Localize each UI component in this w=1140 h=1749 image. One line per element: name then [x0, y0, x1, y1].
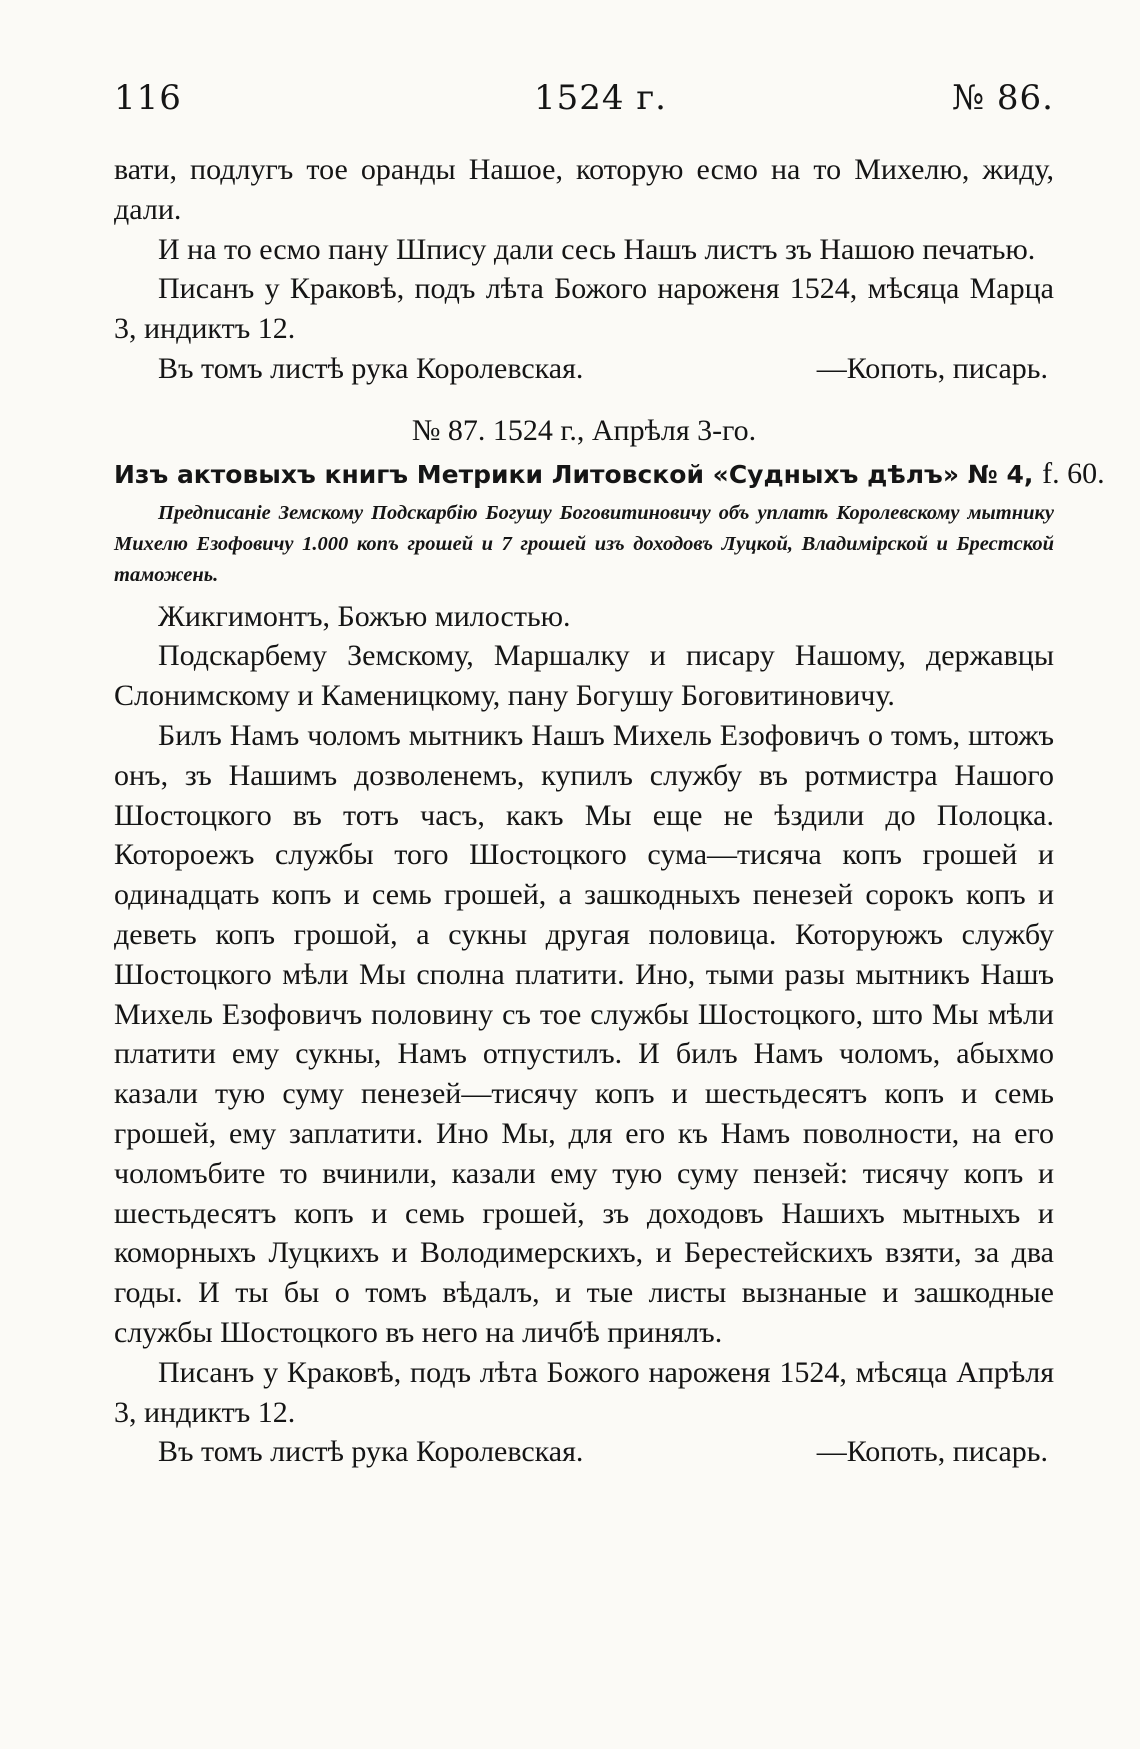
archive-folio: f. 60.	[1042, 456, 1105, 490]
prev-doc-date-paragraph: Писанъ у Краковѣ, подъ лѣта Божого нароженя 1524, мѣсяца Марца 3, индиктъ 12.	[114, 272, 1054, 346]
running-header	[114, 78, 1054, 122]
page-body	[114, 150, 1105, 1472]
main-paragraph: Билъ Намъ чоломъ мытникъ Нашъ Михель Езофовичъ о томъ, штожъ онъ, зъ Нашимъ дозволенемъ, купилъ службу въ ротмистра Нашого Шостоцкого въ тотъ часъ, какъ Мы еще не ѣздили до Полоцка. Котороежъ службы того Шостоцкого сума—тисяча копъ грошей и одинадцать копъ и семь грошей, а зашкодныхъ пенезей сорокъ копъ и деветь копъ грошой, а сукны другая половица. Которуюжъ службу Шостоцкого мѣли Мы сполна платити. Ино, тыми разы мытникъ Нашъ Михель Езофовичъ половину съ тое службы Шостоцкого, што Мы мѣли платити ему сукны, Намъ отпустилъ. И билъ Намъ чоломъ, абыхмо казали тую суму пенезей—тисячу копъ и шестьдесятъ копъ и семь грошей, ему заплатити. Ино Мы, для его къ Намъ поволности, на его чоломъбите то вчинили, казали ему тую суму пензей: тисячу копъ и шестьдесятъ копъ и семь грошей, зъ доходовъ Нашихъ мытныхъ и коморныхъ Луцкихъ и Володимерскихъ, и Берестейскихъ взяти, за два годы. И ты бы о томъ вѣдалъ, и тые листы вызнаные и зашкодные службы Шостоцкого въ него на личбѣ принялъ.	[114, 718, 1054, 1349]
salutation: Жикгимонтъ, Божъю милостью.	[158, 599, 571, 633]
document-summary: Предписаніе Земскому Подскарбію Богушу Боговитиновичу объ уплатѣ Королевскому мытнику Михелю Езофовичу 1.000 копъ грошей и 7 грошей изъ доходовъ Луцкой, Владимірской и Брестской таможень.	[114, 501, 1054, 586]
signature-right: —Копоть, писарь.	[816, 1435, 1048, 1469]
document-signature	[114, 1432, 1054, 1472]
signature-left: Въ томъ листѣ рука Королевская.	[158, 1435, 584, 1469]
prev-doc-signature-right: —Копоть, писарь.	[816, 351, 1048, 385]
prev-doc-seal-paragraph: И на то есмо пану Шпису дали сесь Нашъ листъ зъ Нашою печатью.	[158, 232, 1036, 266]
header-year: 1524 г.	[534, 78, 667, 118]
archive-source	[114, 455, 1105, 494]
prev-doc-signature-left: Въ томъ листѣ рука Королевская.	[158, 351, 584, 385]
prev-doc-continuation: вати, подлугъ тое оранды Нашое, которую есмо на то Михелю, жиду, дали.	[114, 153, 1054, 226]
address-paragraph: Подскарбему Земскому, Маршалку и писару Нашому, державцы Слонимскому и Каменицкому, пану Богушу Боговитиновичу.	[114, 639, 1054, 713]
prev-doc-signature	[114, 349, 1054, 389]
page-number: 116	[114, 78, 182, 118]
document-heading: № 87. 1524 г., Апрѣля 3-го.	[411, 413, 757, 447]
archive-source-text: Изъ актовыхъ книгъ Метрики Литовской «Судныхъ дѣлъ» № 4,	[114, 459, 1034, 489]
date-paragraph: Писанъ у Краковѣ, подъ лѣта Божого нароженя 1524, мѣсяца Апрѣля 3, индиктъ 12.	[114, 1355, 1054, 1429]
header-doc-number: № 86.	[951, 78, 1054, 118]
